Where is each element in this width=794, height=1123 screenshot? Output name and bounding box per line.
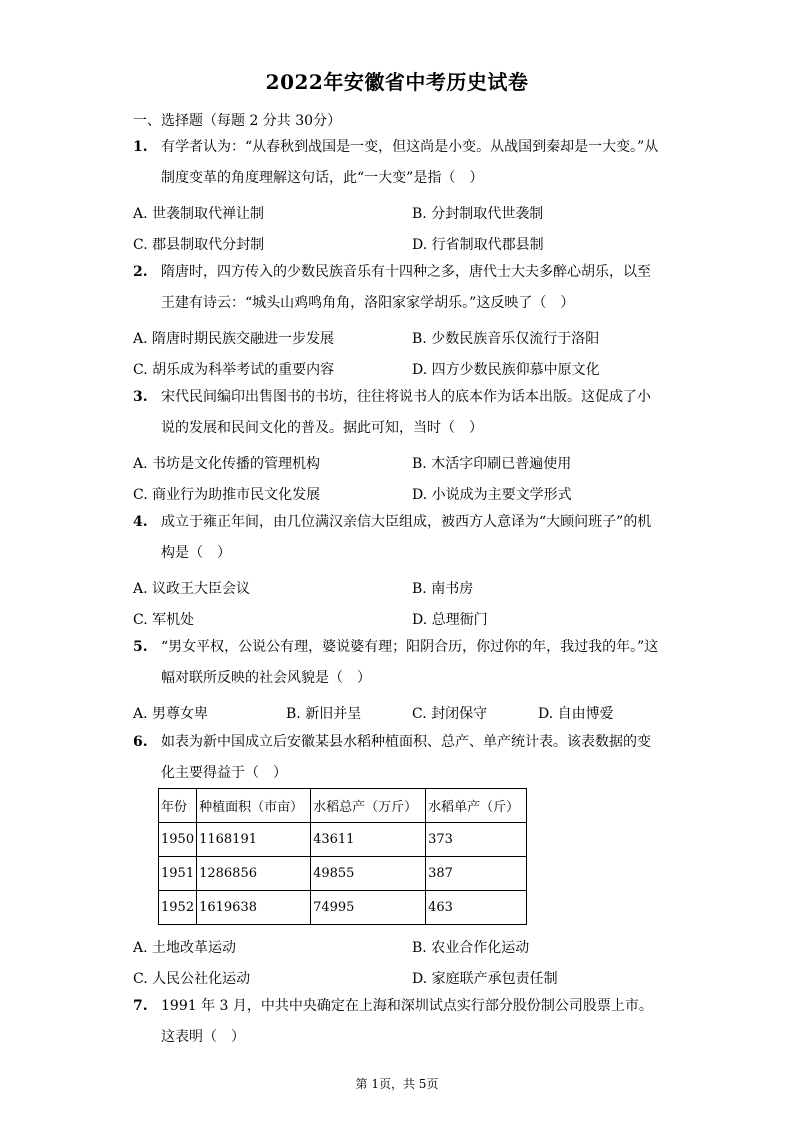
table-row	[159, 891, 527, 925]
table-cell: 1286856	[197, 857, 311, 891]
option-a: A. 男尊女卑	[133, 706, 209, 722]
question-1	[133, 132, 663, 194]
option-c: C. 郡县制取代分封制	[133, 237, 265, 253]
question-number: 4.	[133, 514, 148, 530]
table-header-cell: 水稻总产（万斤）	[311, 789, 426, 823]
question-3	[133, 382, 663, 444]
table-row	[159, 857, 527, 891]
table-cell: 1951	[159, 857, 197, 891]
option-b: B. 新旧并呈	[286, 706, 362, 722]
question-number: 2.	[133, 264, 148, 280]
option-b: B. 少数民族音乐仅流行于洛阳	[412, 331, 600, 347]
option-d: D. 总理衙门	[412, 612, 488, 628]
option-c: C. 胡乐成为科举考试的重要内容	[133, 362, 335, 378]
question-text: “男女平权，公说公有理，婆说婆有理；阳阴合历，你过你的年，我过我的年。”这幅对联所反映的社会风貌是（ ）	[161, 639, 659, 686]
question-text: 隋唐时，四方传入的少数民族音乐有十四种之多，唐代士大夫多醉心胡乐，以至王建有诗云：“城头山鸡鸣角角，洛阳家家学胡乐。”这反映了（ ）	[161, 264, 651, 311]
option-c: C. 封闭保守	[412, 706, 488, 722]
option-a: A. 议政王大臣会议	[133, 581, 251, 597]
table-cell: 387	[426, 857, 527, 891]
question-6	[133, 727, 663, 789]
question-text: 1991 年 3 月，中共中央确定在上海和深圳试点实行部分股份制公司股票上市。这表明（ ）	[161, 998, 653, 1045]
option-d: D. 行省制取代郡县制	[412, 237, 544, 253]
question-text: 有学者认为：“从春秋到战国是一变，但这尚是小变。从战国到秦却是一大变。”从制度变革的角度理解这句话，此“一大变”是指（ ）	[161, 139, 659, 186]
table-cell: 463	[426, 891, 527, 925]
table-header-cell: 水稻单产（斤）	[426, 789, 527, 823]
table-header-row	[159, 789, 527, 823]
option-d: D. 小说成为主要文学形式	[412, 487, 572, 503]
question-number: 7.	[133, 998, 148, 1014]
question-number: 3.	[133, 389, 148, 405]
option-a: A. 土地改革运动	[133, 940, 237, 956]
question-text: 如表为新中国成立后安徽某县水稻种植面积、总产、单产统计表。该表数据的变化主要得益于（ ）	[161, 734, 651, 781]
option-d: D. 家庭联产承包责任制	[412, 971, 558, 987]
option-a: A. 世袭制取代禅让制	[133, 206, 265, 222]
question-number: 5.	[133, 639, 148, 655]
table-cell: 1950	[159, 823, 197, 857]
option-b: B. 木活字印刷已普遍使用	[412, 456, 572, 472]
question-5	[133, 632, 663, 694]
table-cell: 373	[426, 823, 527, 857]
page-title: 2022年安徽省中考历史试卷	[265, 70, 529, 94]
table-cell: 1168191	[197, 823, 311, 857]
question-text: 成立于雍正年间，由几位满汉亲信大臣组成，被西方人意译为“大顾问班子”的机构是（ ）	[161, 514, 652, 561]
option-d: D. 四方少数民族仰慕中原文化	[412, 362, 600, 378]
section-heading: 一、选择题（每题 2 分共 30分）	[133, 113, 342, 129]
table-header-cell: 种植面积（市亩）	[197, 789, 311, 823]
table-row	[159, 823, 527, 857]
question-2	[133, 257, 663, 319]
question-7	[133, 991, 663, 1053]
question-text: 宋代民间编印出售图书的书坊，往往将说书人的底本作为话本出版。这促成了小说的发展和民间文化的普及。据此可知，当时（ ）	[161, 389, 651, 436]
table-header-cell: 年份	[159, 789, 197, 823]
option-c: C. 军机处	[133, 612, 195, 628]
question-number: 6.	[133, 734, 148, 750]
option-d: D. 自由博爱	[538, 706, 614, 722]
option-a: A. 隋唐时期民族交融进一步发展	[133, 331, 335, 347]
option-a: A. 书坊是文化传播的管理机构	[133, 456, 321, 472]
table-cell: 49855	[311, 857, 426, 891]
option-c: C. 人民公社化运动	[133, 971, 251, 987]
table-cell: 1952	[159, 891, 197, 925]
table-cell: 1619638	[197, 891, 311, 925]
page-footer: 第 1页，共 5页	[355, 1077, 439, 1091]
option-c: C. 商业行为助推市民文化发展	[133, 487, 321, 503]
option-b: B. 农业合作化运动	[412, 940, 530, 956]
option-b: B. 分封制取代世袭制	[412, 206, 544, 222]
data-table	[158, 788, 527, 925]
question-number: 1.	[133, 139, 148, 155]
option-b: B. 南书房	[412, 581, 474, 597]
table-cell: 74995	[311, 891, 426, 925]
table-cell: 43611	[311, 823, 426, 857]
question-4	[133, 507, 663, 569]
